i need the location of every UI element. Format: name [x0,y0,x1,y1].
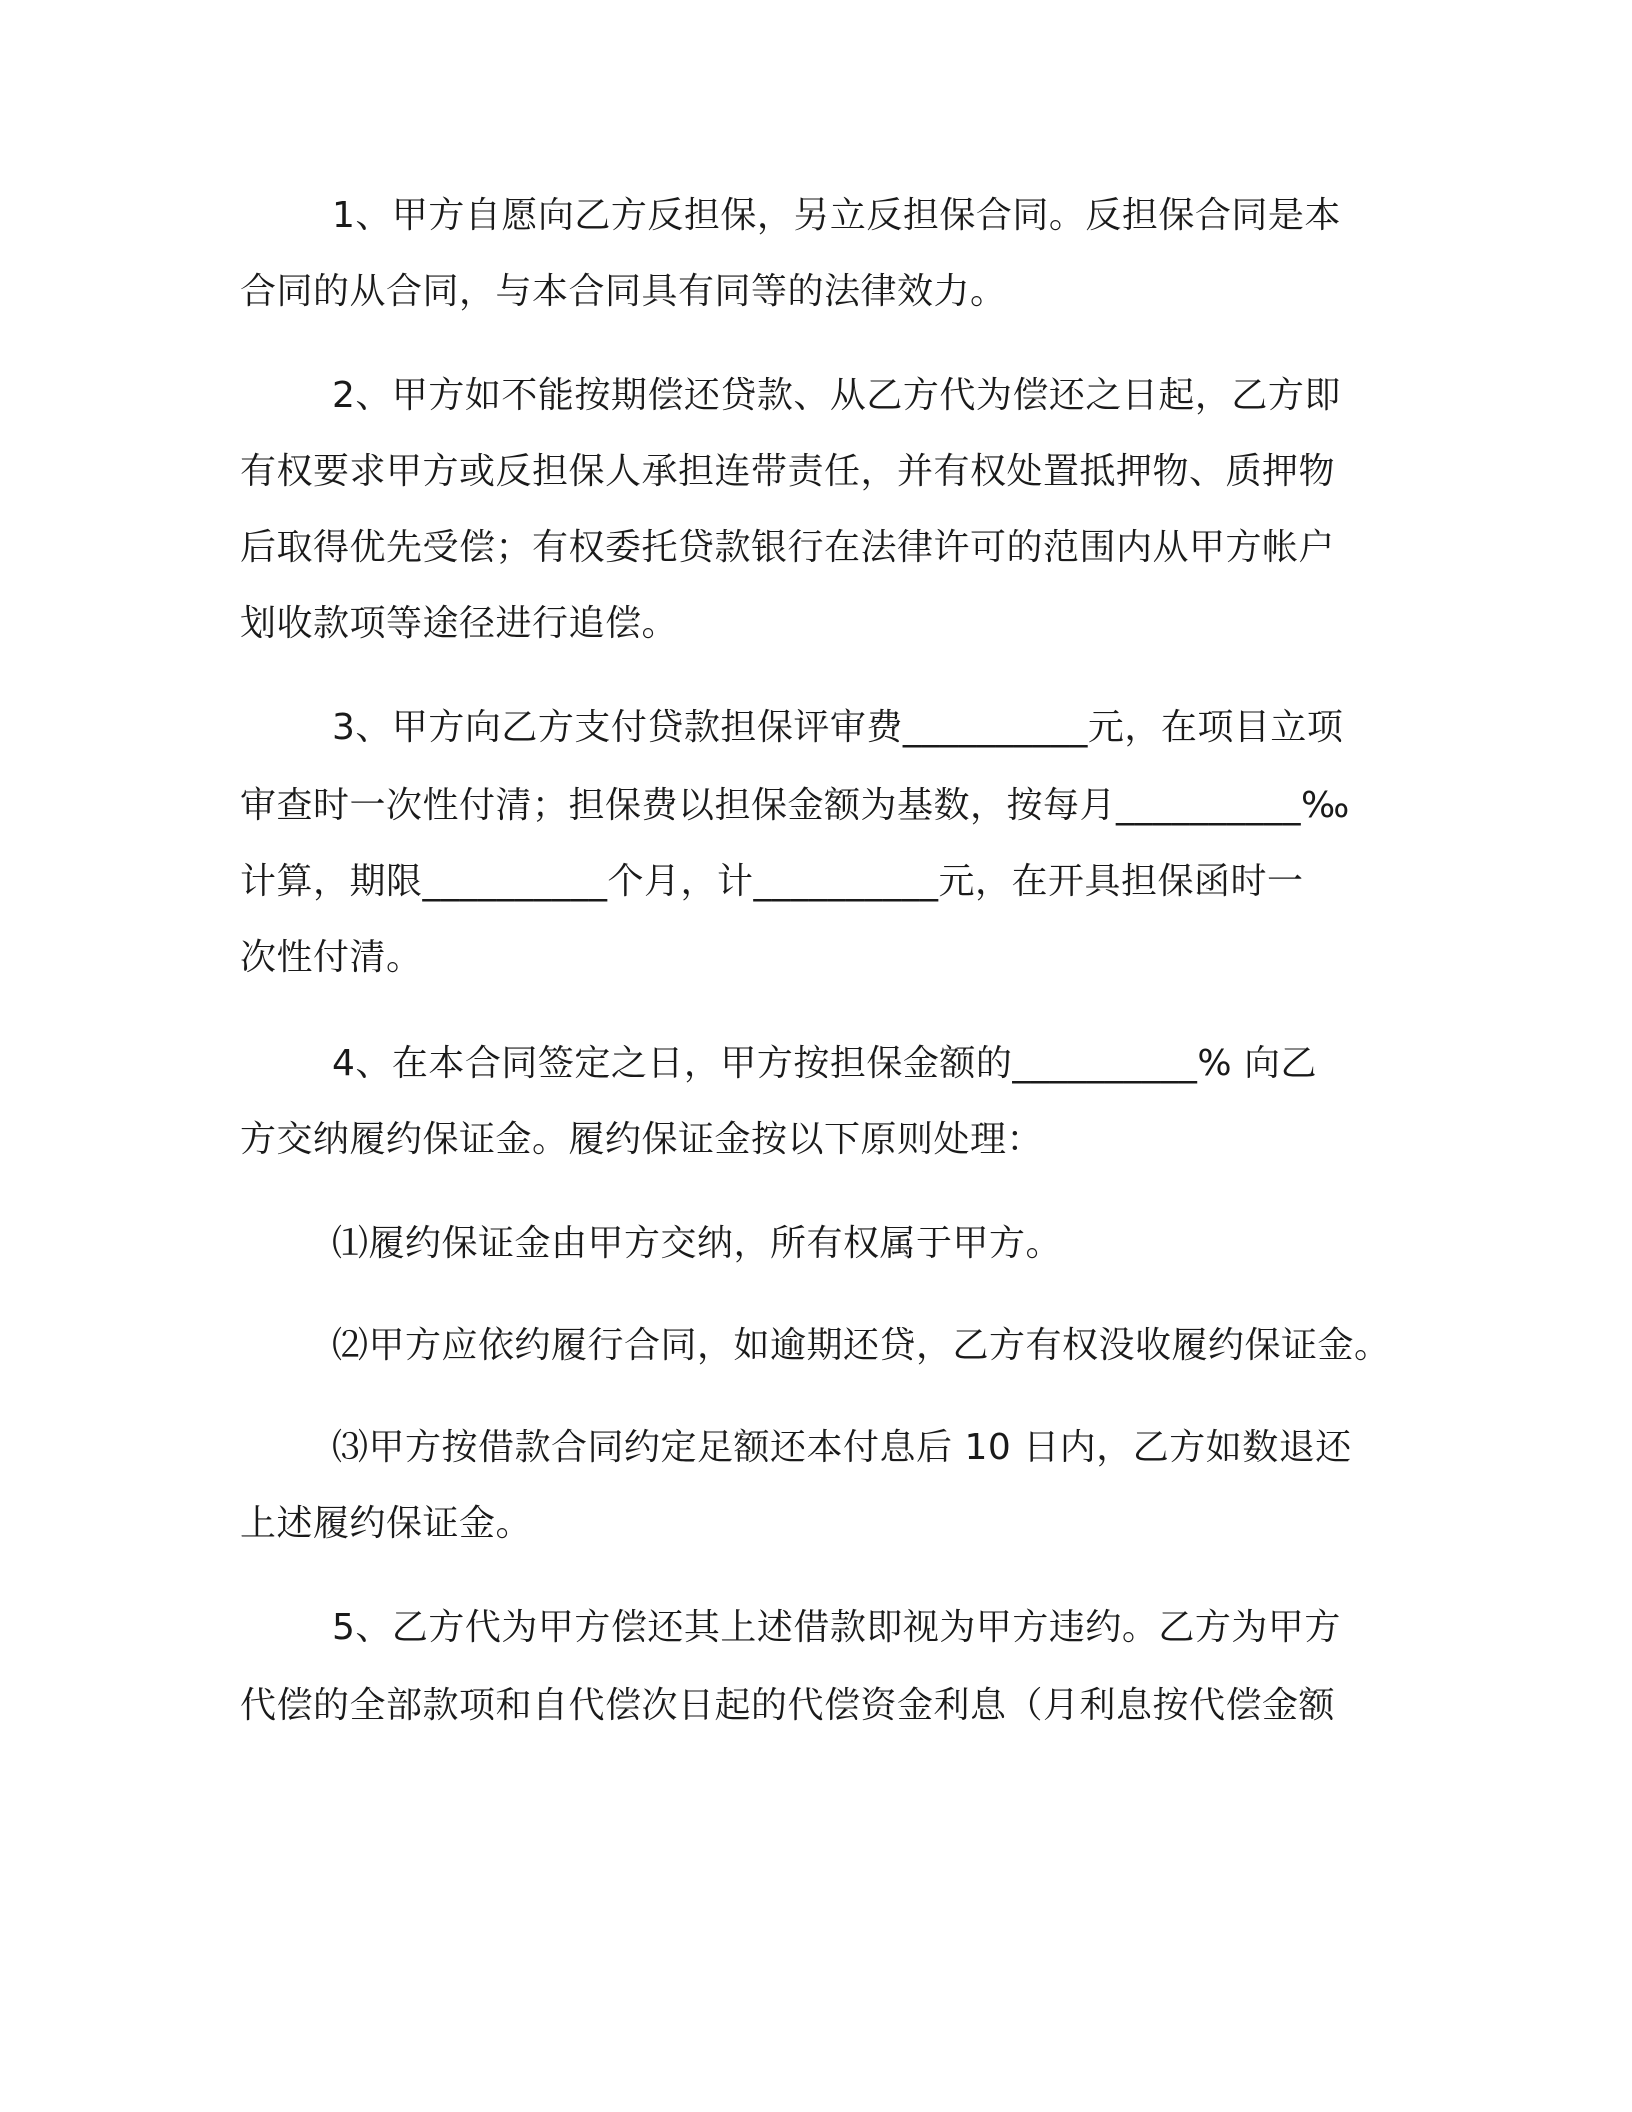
sub-item-3-line-1: ⑶甲方按借款合同约定足额还本付息后 10 日内，乙方如数退还 [332,1427,1352,1468]
clause-2-line-3: 后取得优先受偿；有权委托贷款银行在法律许可的范围内从甲方帐户 [240,527,1336,568]
clause-3-line-3: 计算，期限__________个月，计__________元，在开具担保函时一 [240,861,1304,902]
clause-5-line-2: 代偿的全部款项和自代偿次日起的代偿资金利息（月利息按代偿金额 [240,1685,1336,1726]
clause-4-line-1: 4、在本合同签定之日，甲方按担保金额的__________% 向乙 [332,1043,1318,1084]
clause-3-line-4: 次性付清。 [240,937,423,978]
clause-3-line-1: 3、甲方向乙方支付贷款担保评审费__________元，在项目立项 [332,707,1344,748]
sub-item-2: ⑵甲方应依约履行合同，如逾期还贷，乙方有权没收履约保证金。 [332,1325,1391,1366]
clause-1-line-1: 1、甲方自愿向乙方反担保，另立反担保合同。反担保合同是本 [332,195,1341,236]
clause-4-line-2: 方交纳履约保证金。履约保证金按以下原则处理： [240,1119,1044,1160]
clause-5-line-1: 5、乙方代为甲方偿还其上述借款即视为甲方违约。乙方为甲方 [332,1607,1341,1648]
sub-item-3-line-2: 上述履约保证金。 [240,1503,533,1544]
clause-2-line-4: 划收款项等途径进行追偿。 [240,603,679,644]
clause-2-line-1: 2、甲方如不能按期偿还贷款、从乙方代为偿还之日起，乙方即 [332,375,1341,416]
sub-item-1: ⑴履约保证金由甲方交纳，所有权属于甲方。 [332,1223,1063,1264]
clause-2-line-2: 有权要求甲方或反担保人承担连带责任，并有权处置抵押物、质押物 [240,451,1336,492]
clause-3-line-2: 审查时一次性付清；担保费以担保金额为基数，按每月__________‰ [240,785,1350,826]
clause-1-line-2: 合同的从合同，与本合同具有同等的法律效力。 [240,271,1007,312]
